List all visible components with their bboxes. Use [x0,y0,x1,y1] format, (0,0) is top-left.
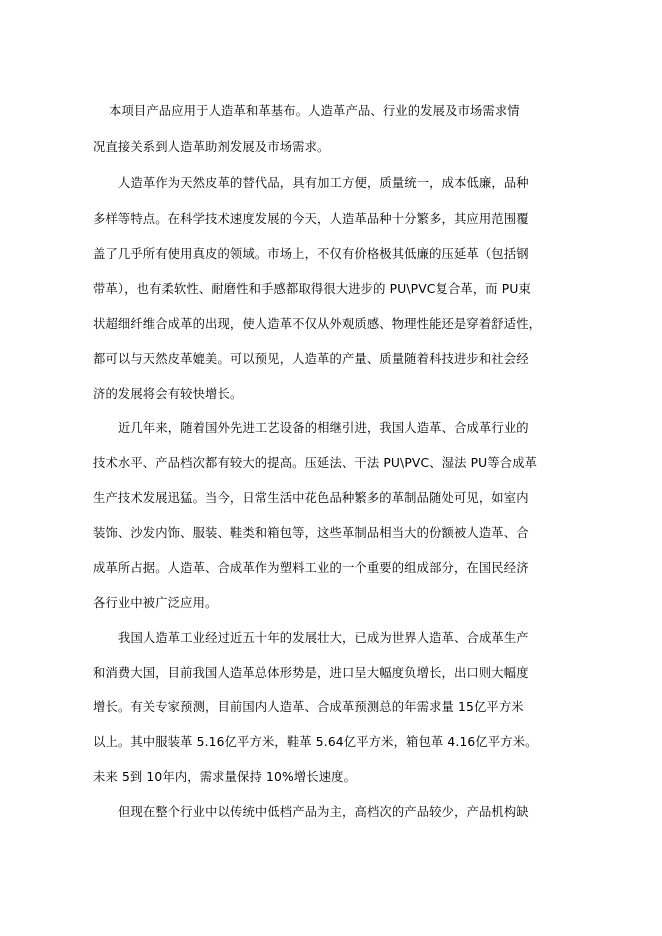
paragraph-3-line-1: 近几年来，随着国外先进工艺设备的相继引进，我国人造革、合成革行业的 [118,421,529,435]
paragraph-2-line-2: 多样等特点。在科学技术速度发展的今天，人造革品种十分繁多，其应用范围覆 [93,212,529,226]
paragraph-2-line-6: 都可以与天然皮革媲美。可以预见，人造革的产量、质量随着科技进步和社会经 [93,352,529,366]
paragraph-3-line-5: 成革所占据。人造革、合成革作为塑料工业的一个重要的组成部分，在国民经济 [93,561,529,575]
paragraph-4-line-5: 未来 5到 10年内，需求量保持 10%增长速度。 [93,770,357,784]
paragraph-2-line-4: 带革），也有柔软性、耐磨性和手感都取得很大进步的 PU\PVC复合革，而 PU束 [93,282,531,296]
paragraph-4-line-4: 以上。其中服装革 5.16亿平方米，鞋革 5.64亿平方米，箱包革 4.16亿平方米。 [93,735,538,749]
paragraph-4-line-1: 我国人造革工业经过近五十年的发展壮大，已成为世界人造革、合成革生产 [118,631,529,645]
paragraph-2-line-5: 状超细纤维合成革的出现，使人造革不仅从外观质感、物理性能还是穿着舒适性， [93,317,542,331]
paragraph-3-line-3: 生产技术发展迅猛。当今，日常生活中花色品种繁多的革制品随处可见，如室内 [93,491,529,505]
paragraph-1-line-1: 本项目产品应用于人造革和革基布。人造革产品、行业的发展及市场需求情 [109,104,520,118]
paragraph-5-line-1: 但现在整个行业中以传统中低档产品为主，高档次的产品较少，产品机构缺 [118,805,529,819]
paragraph-3-line-6: 各行业中被广泛应用。 [93,596,218,610]
paragraph-4-line-3: 增长。有关专家预测，目前国内人造革、合成革预测总的年需求量 15亿平方米 [93,700,524,714]
paragraph-2-line-7: 济的发展将会有较快增长。 [93,387,243,401]
paragraph-2-line-3: 盖了几乎所有使用真皮的领域。市场上，不仅有价格极其低廉的压延革（包括钢 [93,247,529,261]
paragraph-4-line-2: 和消费大国，目前我国人造革总体形势是，进口呈大幅度负增长，出口则大幅度 [93,666,529,680]
paragraph-3-line-4: 装饰、沙发内饰、服装、鞋类和箱包等，这些革制品相当大的份额被人造革、合 [93,526,529,540]
paragraph-3-line-2: 技术水平、产品档次都有较大的提高。压延法、干法 PU\PVC、湿法 PU等合成革 [93,456,538,470]
paragraph-2-line-1: 人造革作为天然皮革的替代品，具有加工方便，质量统一，成本低廉，品种 [118,176,529,190]
paragraph-1-line-2: 况直接关系到人造革助剂发展及市场需求。 [93,140,330,154]
